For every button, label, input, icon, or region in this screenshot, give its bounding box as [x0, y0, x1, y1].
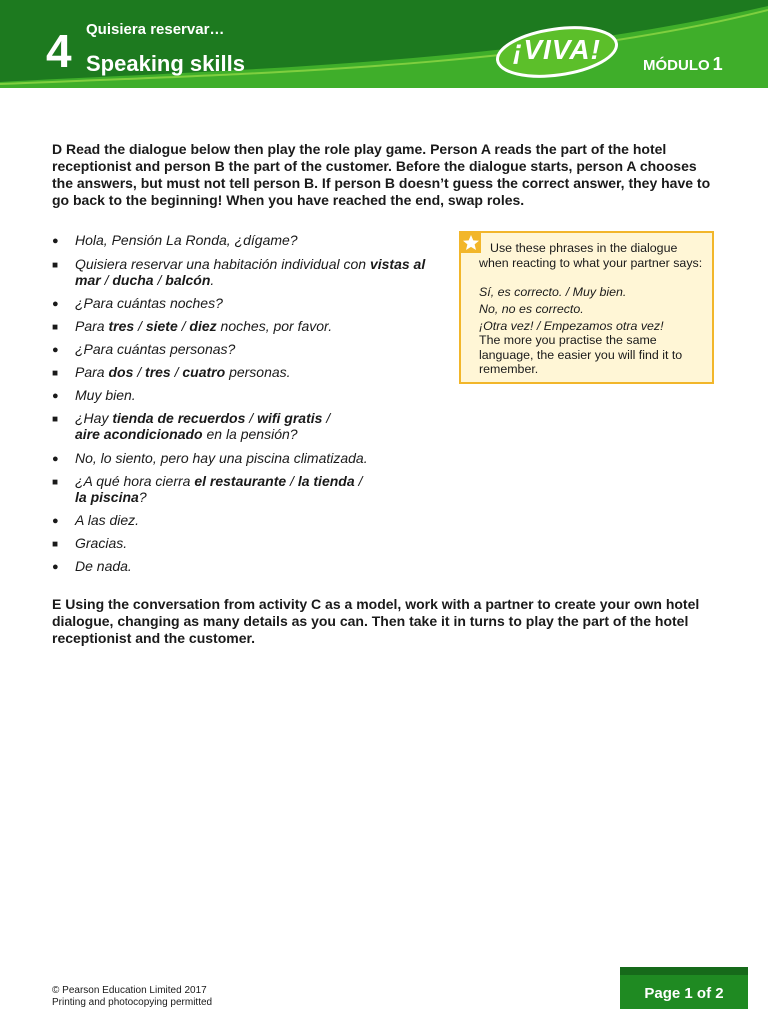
- square-bullet-icon: [52, 535, 72, 553]
- star-icon: [461, 233, 481, 253]
- unit-number: 4: [46, 25, 72, 77]
- module-label-text: MÓDULO: [643, 57, 710, 74]
- permission-text: Printing and photocopying permitted: [52, 997, 213, 1008]
- tip-phrase: Sí, es correcto. / Muy bien.: [479, 285, 627, 299]
- circle-bullet-icon: [52, 341, 72, 358]
- dialogue-text: Quisiera reservar una habitación individual con vistas al mar / ducha / balcón.: [75, 256, 426, 288]
- activity-d-instruction: D Read the dialogue below then play the role play game. Person A reads the part of the hotel receptionist and person B the part of the customer. Before the dialogue starts, person A chooses the answers, but must not tell person B. If person B doesn’t guess the correct answer, they have to go back to the beginning! When you have reached the end, swap roles.: [52, 141, 711, 208]
- unit-title: Speaking skills: [86, 51, 245, 76]
- square-bullet-icon: [52, 256, 72, 274]
- page-number: Page 1 of 2: [644, 985, 724, 1002]
- circle-bullet-icon: [52, 387, 72, 404]
- circle-bullet-icon: [52, 295, 72, 312]
- circle-bullet-icon: [52, 450, 72, 467]
- square-bullet-icon: [52, 318, 72, 336]
- dialogue-text: Para dos / tres / cuatro personas.: [75, 364, 291, 380]
- tip-box: [459, 231, 714, 384]
- copyright-text: © Pearson Education Limited 2017: [52, 985, 207, 996]
- tip-phrase: ¡Otra vez! / Empezamos otra vez!: [479, 319, 664, 333]
- dialogue-text: Hola, Pensión La Ronda, ¿dígame?: [75, 232, 298, 248]
- dialogue-text: No, lo siento, pero hay una piscina climatizada.: [75, 450, 368, 466]
- dialogue-text: A las diez.: [75, 512, 140, 528]
- dialogue-text: ¿Hay tienda de recuerdos / wifi gratis / aire acondicionado en la pensión?: [75, 410, 331, 442]
- module-label: [643, 54, 723, 75]
- square-bullet-icon: [52, 473, 72, 491]
- square-bullet-icon: [52, 410, 72, 428]
- circle-bullet-icon: [52, 558, 72, 575]
- dialogue-text: Muy bien.: [75, 387, 136, 403]
- tip-phrase: No, no es correcto.: [479, 302, 584, 316]
- page-header: [0, 0, 768, 88]
- dialogue-text: Gracias.: [75, 535, 128, 551]
- dialogue-text: ¿Para cuántas personas?: [75, 341, 236, 357]
- dialogue-text: ¿Para cuántas noches?: [75, 295, 223, 311]
- tip-outro: The more you practise the same language, the easier you will find it to remember.: [479, 333, 683, 376]
- dialogue-text: Para tres / siete / diez noches, por favor.: [75, 318, 333, 334]
- dialogue-text: ¿A qué hora cierra el restaurante / la tienda / la piscina?: [75, 473, 363, 505]
- module-number: 1: [712, 54, 723, 74]
- logo-text: ¡VIVA!: [513, 34, 601, 65]
- activity-e-instruction: E Using the conversation from activity C as a model, work with a partner to create your own hotel dialogue, changing as many details as you can. Then take it in turns to play the part of the hotel receptionist and the customer.: [52, 596, 700, 646]
- viva-logo: [494, 26, 620, 78]
- circle-bullet-icon: [52, 232, 72, 249]
- dialogue-text: De nada.: [75, 558, 132, 574]
- tip-intro: Use these phrases in the dialogue when reacting to what your partner says:: [479, 241, 703, 270]
- footer-copyright: [52, 985, 212, 1009]
- circle-bullet-icon: [52, 512, 72, 529]
- page-indicator: [620, 967, 748, 1009]
- unit-subtitle: Quisiera reservar…: [86, 21, 225, 38]
- square-bullet-icon: [52, 364, 72, 382]
